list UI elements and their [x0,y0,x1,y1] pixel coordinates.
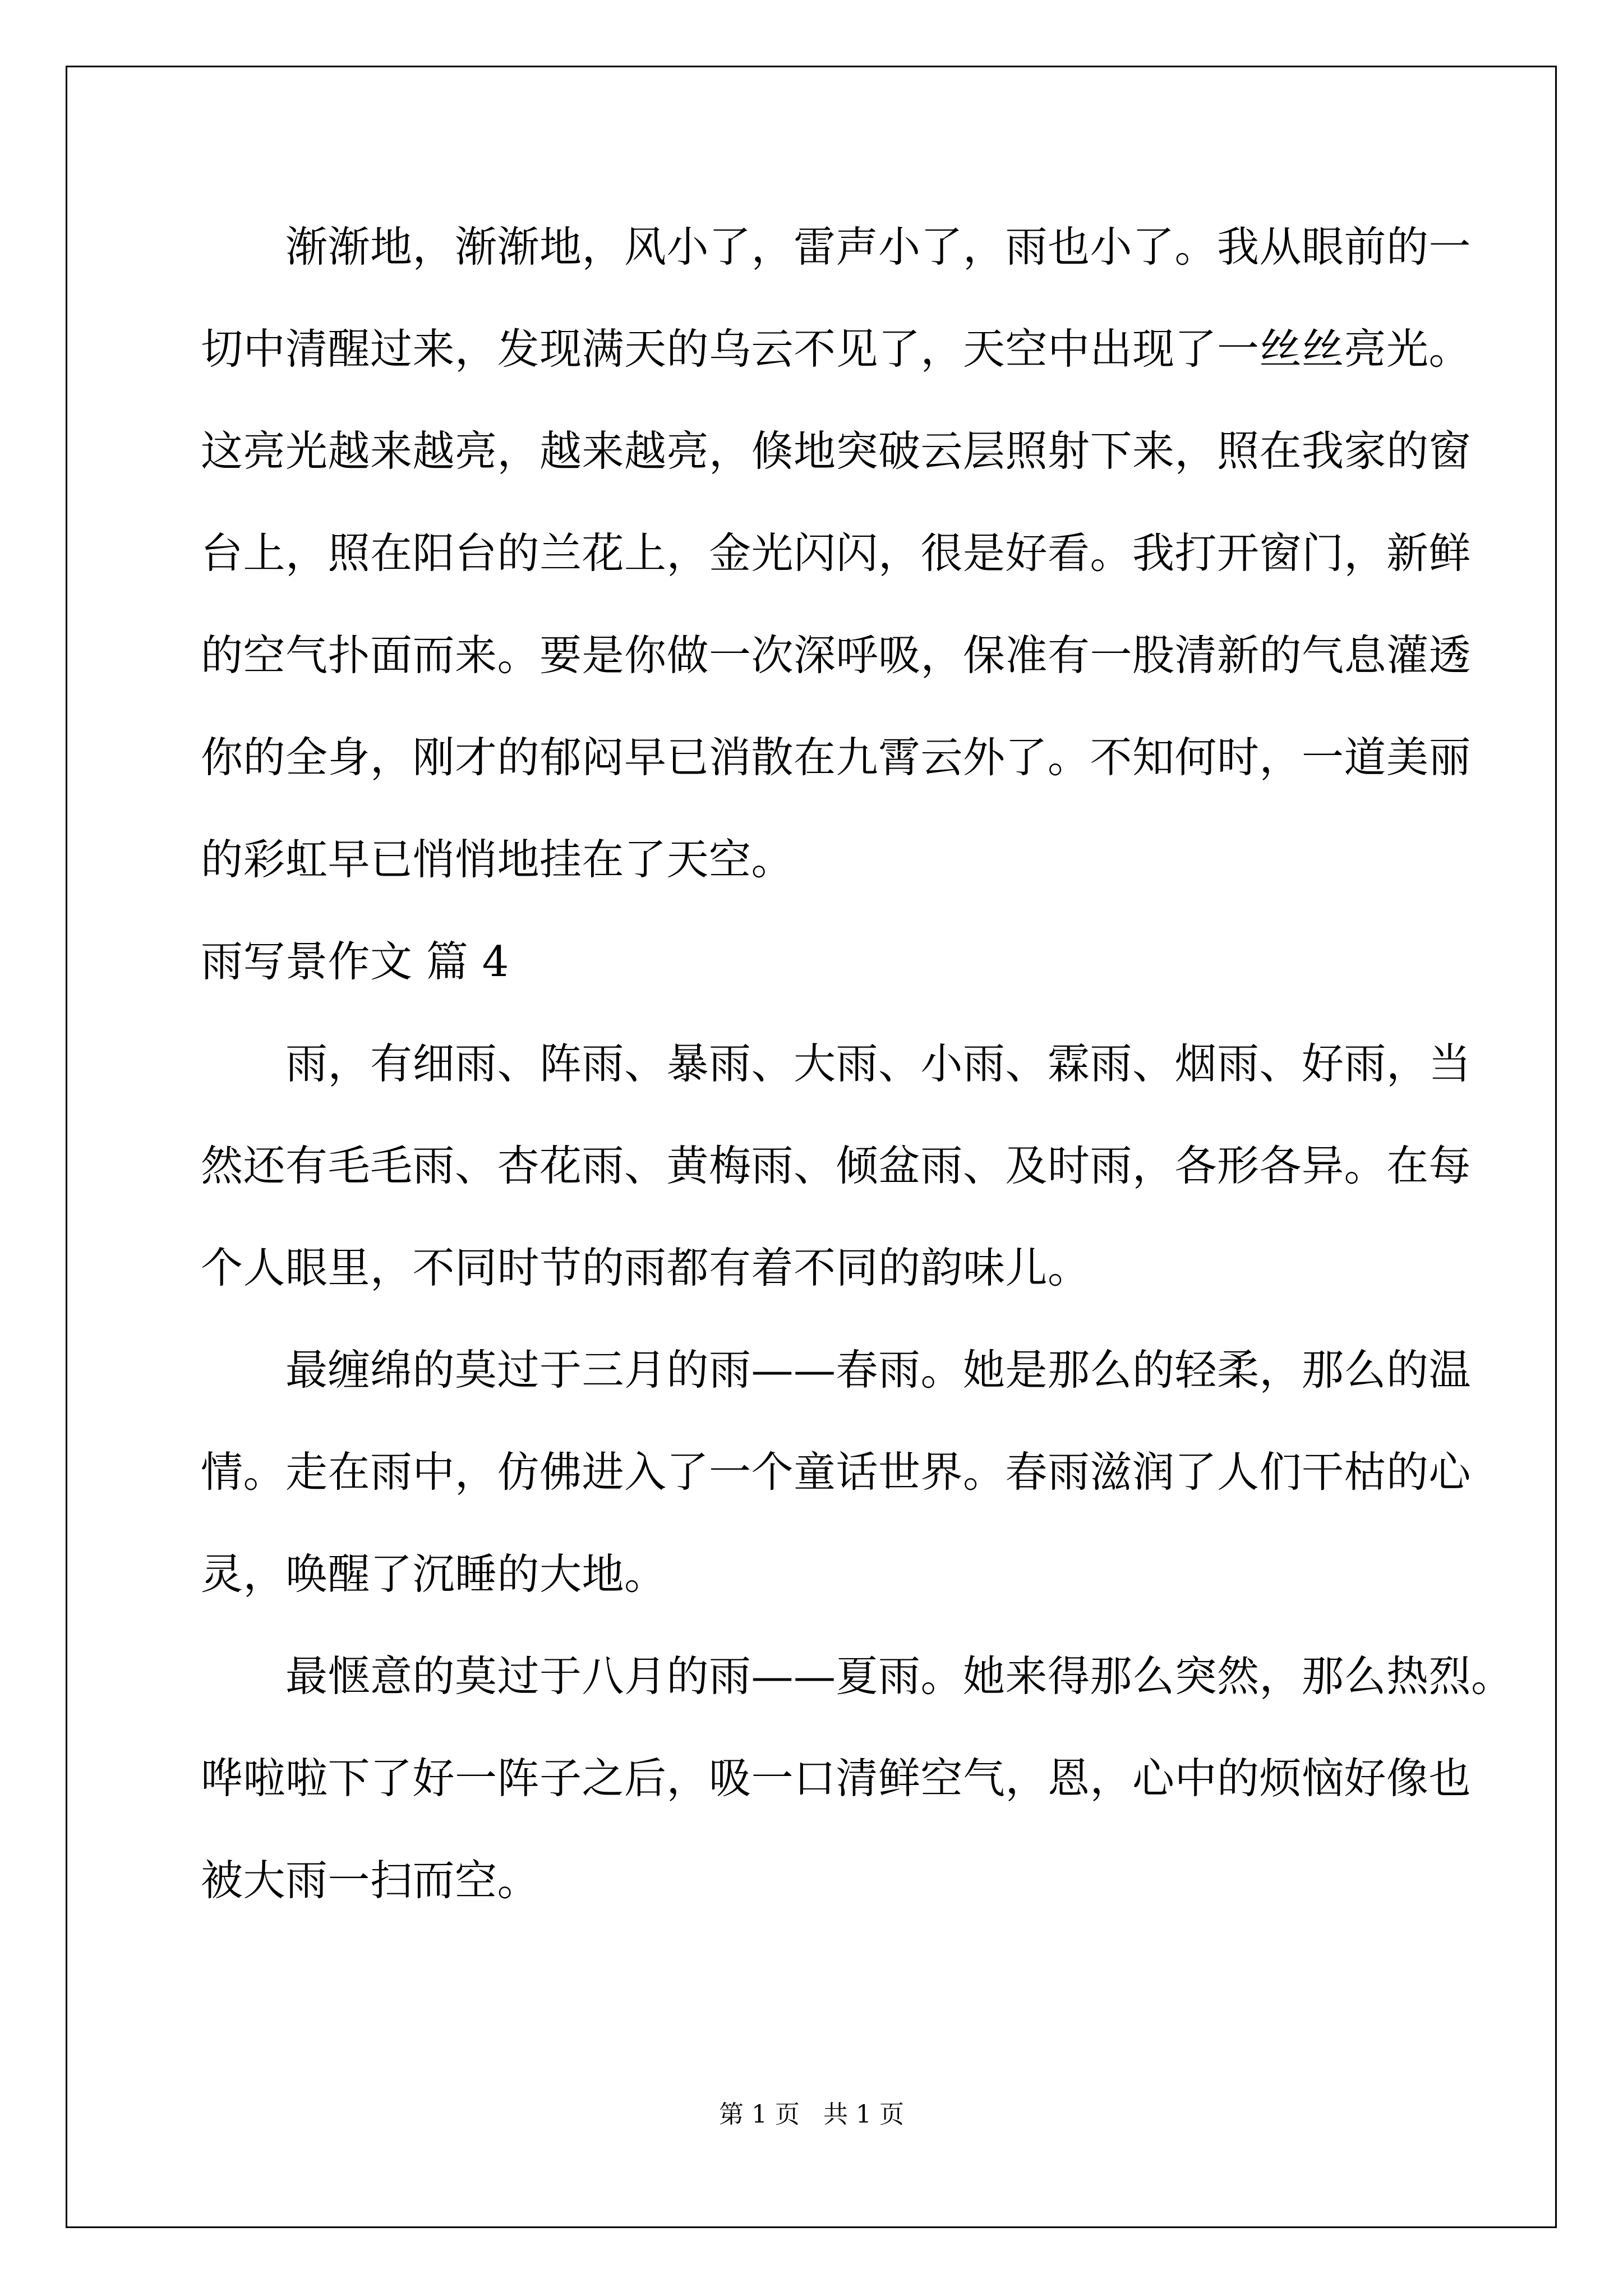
text-line: 的空气扑面而来。要是你做一次深呼吸，保准有一股清新的气息灌透 [201,631,1472,680]
text-line: 这亮光越来越亮，越来越亮，倏地突破云层照射下来，照在我家的窗 [201,426,1472,476]
text-line: 情。走在雨中，仿佛进入了一个童话世界。春雨滋润了人们干枯的心 [201,1447,1472,1497]
text-line: 个人眼里，不同时节的雨都有着不同的韵味儿。 [201,1243,1090,1292]
text-line: 哗啦啦下了好一阵子之后，吸一口清鲜空气，恩，心中的烦恼好像也 [201,1754,1472,1803]
text-line: 台上，照在阳台的兰花上，金光闪闪，很是好看。我打开窗门，新鲜 [201,528,1472,578]
text-line: 渐渐地，渐渐地，风小了，雷声小了，雨也小了。我从眼前的一 [201,222,1472,272]
text-line: 切中清醒过来，发现满天的乌云不见了，天空中出现了一丝丝亮光。 [201,324,1472,374]
text-line: 雨，有细雨、阵雨、暴雨、大雨、小雨、霖雨、烟雨、好雨，当 [201,1039,1472,1088]
text-line: 你的全身，刚才的郁闷早已消散在九霄云外了。不知何时，一道美丽 [201,733,1472,782]
text-line: 被大雨一扫而空。 [201,1856,540,1905]
text-line: 灵，唤醒了沉睡的大地。 [201,1549,667,1599]
text-line: 最缠绵的莫过于三月的雨——春雨。她是那么的轻柔，那么的温 [201,1345,1472,1395]
text-line: 最惬意的莫过于八月的雨——夏雨。她来得那么突然，那么热烈。 [201,1651,1514,1701]
page-footer: 第 1 页 共 1 页 [719,2100,904,2129]
text-line: 然还有毛毛雨、杏花雨、黄梅雨、倾盆雨、及时雨，各形各异。在每 [201,1141,1472,1190]
text-line: 的彩虹早已悄悄地挂在了天空。 [201,835,794,884]
section-heading: 雨写景作文 篇 4 [201,937,509,986]
